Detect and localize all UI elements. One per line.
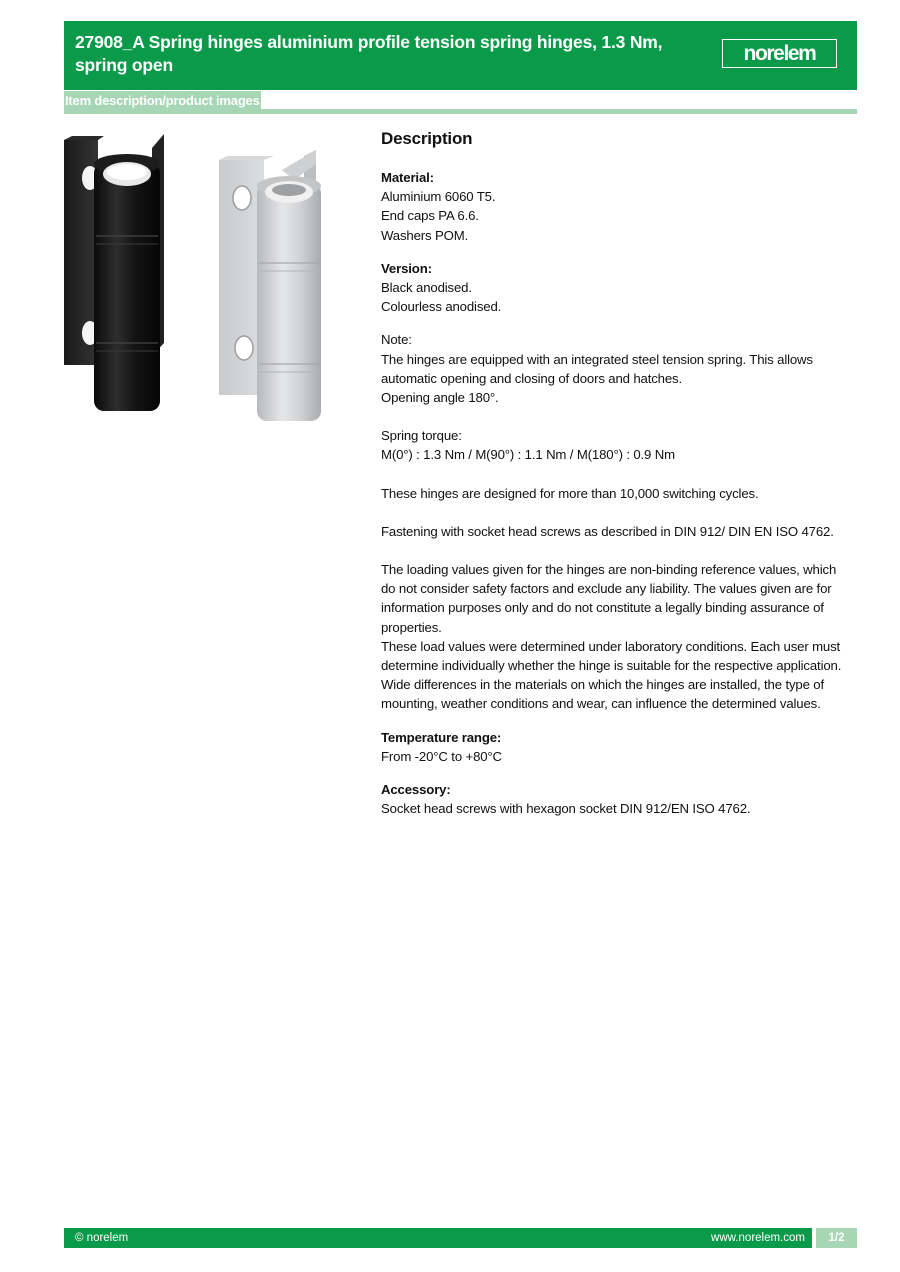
accessory-value: Socket head screws with hexagon socket DIN 912/EN ISO 4762. bbox=[381, 801, 751, 817]
document-title: 27908_A Spring hinges aluminium profile tension spring hinges, 1.3 Nm, spring open bbox=[75, 32, 663, 75]
loading-section bbox=[381, 560, 851, 714]
footer-copyright: © norelem bbox=[75, 1232, 129, 1244]
material-line: Aluminium 6060 T5. bbox=[381, 189, 496, 205]
material-label: Material: bbox=[381, 170, 434, 185]
version-section bbox=[381, 259, 851, 317]
temperature-value: From -20°C to +80°C bbox=[381, 748, 502, 764]
colourless-anodised-hinge bbox=[219, 150, 321, 421]
spring-torque-label: Spring torque: bbox=[381, 428, 462, 444]
description-heading: Description bbox=[381, 129, 473, 148]
page-footer bbox=[64, 1228, 857, 1248]
spring-torque-section bbox=[381, 426, 851, 464]
note-section bbox=[381, 330, 851, 407]
version-line: Colourless anodised. bbox=[381, 299, 502, 315]
material-line: Washers POM. bbox=[381, 227, 469, 243]
note-line: Opening angle 180°. bbox=[381, 390, 499, 406]
loading-paragraph: These load values were determined under laboratory conditions. Each user must determine individually whether the hinge is suitable for the respective application. Wide differences in the materials on which the hinges are installed, the type of mounting, weather conditions and wear, can influence the determined values. bbox=[381, 638, 842, 712]
description-content bbox=[381, 128, 851, 832]
note-label: Note: bbox=[381, 332, 412, 348]
temperature-label: Temperature range: bbox=[381, 729, 502, 745]
black-anodised-hinge bbox=[64, 134, 164, 411]
temperature-section bbox=[381, 728, 851, 766]
loading-paragraph: The loading values given for the hinges are non-binding reference values, which do not consider safety factors and exclude any liability. The values given are for information purposes only and do not constitute a legally binding assurance of properties. bbox=[381, 562, 837, 635]
accessory-section bbox=[381, 780, 851, 818]
section-tab: Item description/product images bbox=[64, 91, 261, 111]
norelem-logo: norelem bbox=[722, 39, 837, 68]
page-number: 1/2 bbox=[816, 1228, 857, 1248]
footer-website-link[interactable]: www.norelem.com bbox=[711, 1232, 805, 1244]
cycles-text: These hinges are designed for more than 10,000 switching cycles. bbox=[381, 485, 759, 501]
page-header bbox=[64, 21, 857, 90]
spring-torque-value: M(0°) : 1.3 Nm / M(90°) : 1.1 Nm / M(180°) : 0.9 Nm bbox=[381, 447, 675, 463]
accessory-label: Accessory: bbox=[381, 782, 451, 798]
material-line: End caps PA 6.6. bbox=[381, 208, 479, 224]
material-section bbox=[381, 168, 851, 245]
note-line: The hinges are equipped with an integrated steel tension spring. This allows automatic opening and closing of doors and hatches. bbox=[381, 351, 813, 386]
version-line: Black anodised. bbox=[381, 280, 472, 296]
hinge-product-photo bbox=[64, 128, 334, 428]
fastening-text: Fastening with socket head screws as described in DIN 912/ DIN EN ISO 4762. bbox=[381, 523, 834, 539]
version-label: Version: bbox=[381, 260, 432, 276]
